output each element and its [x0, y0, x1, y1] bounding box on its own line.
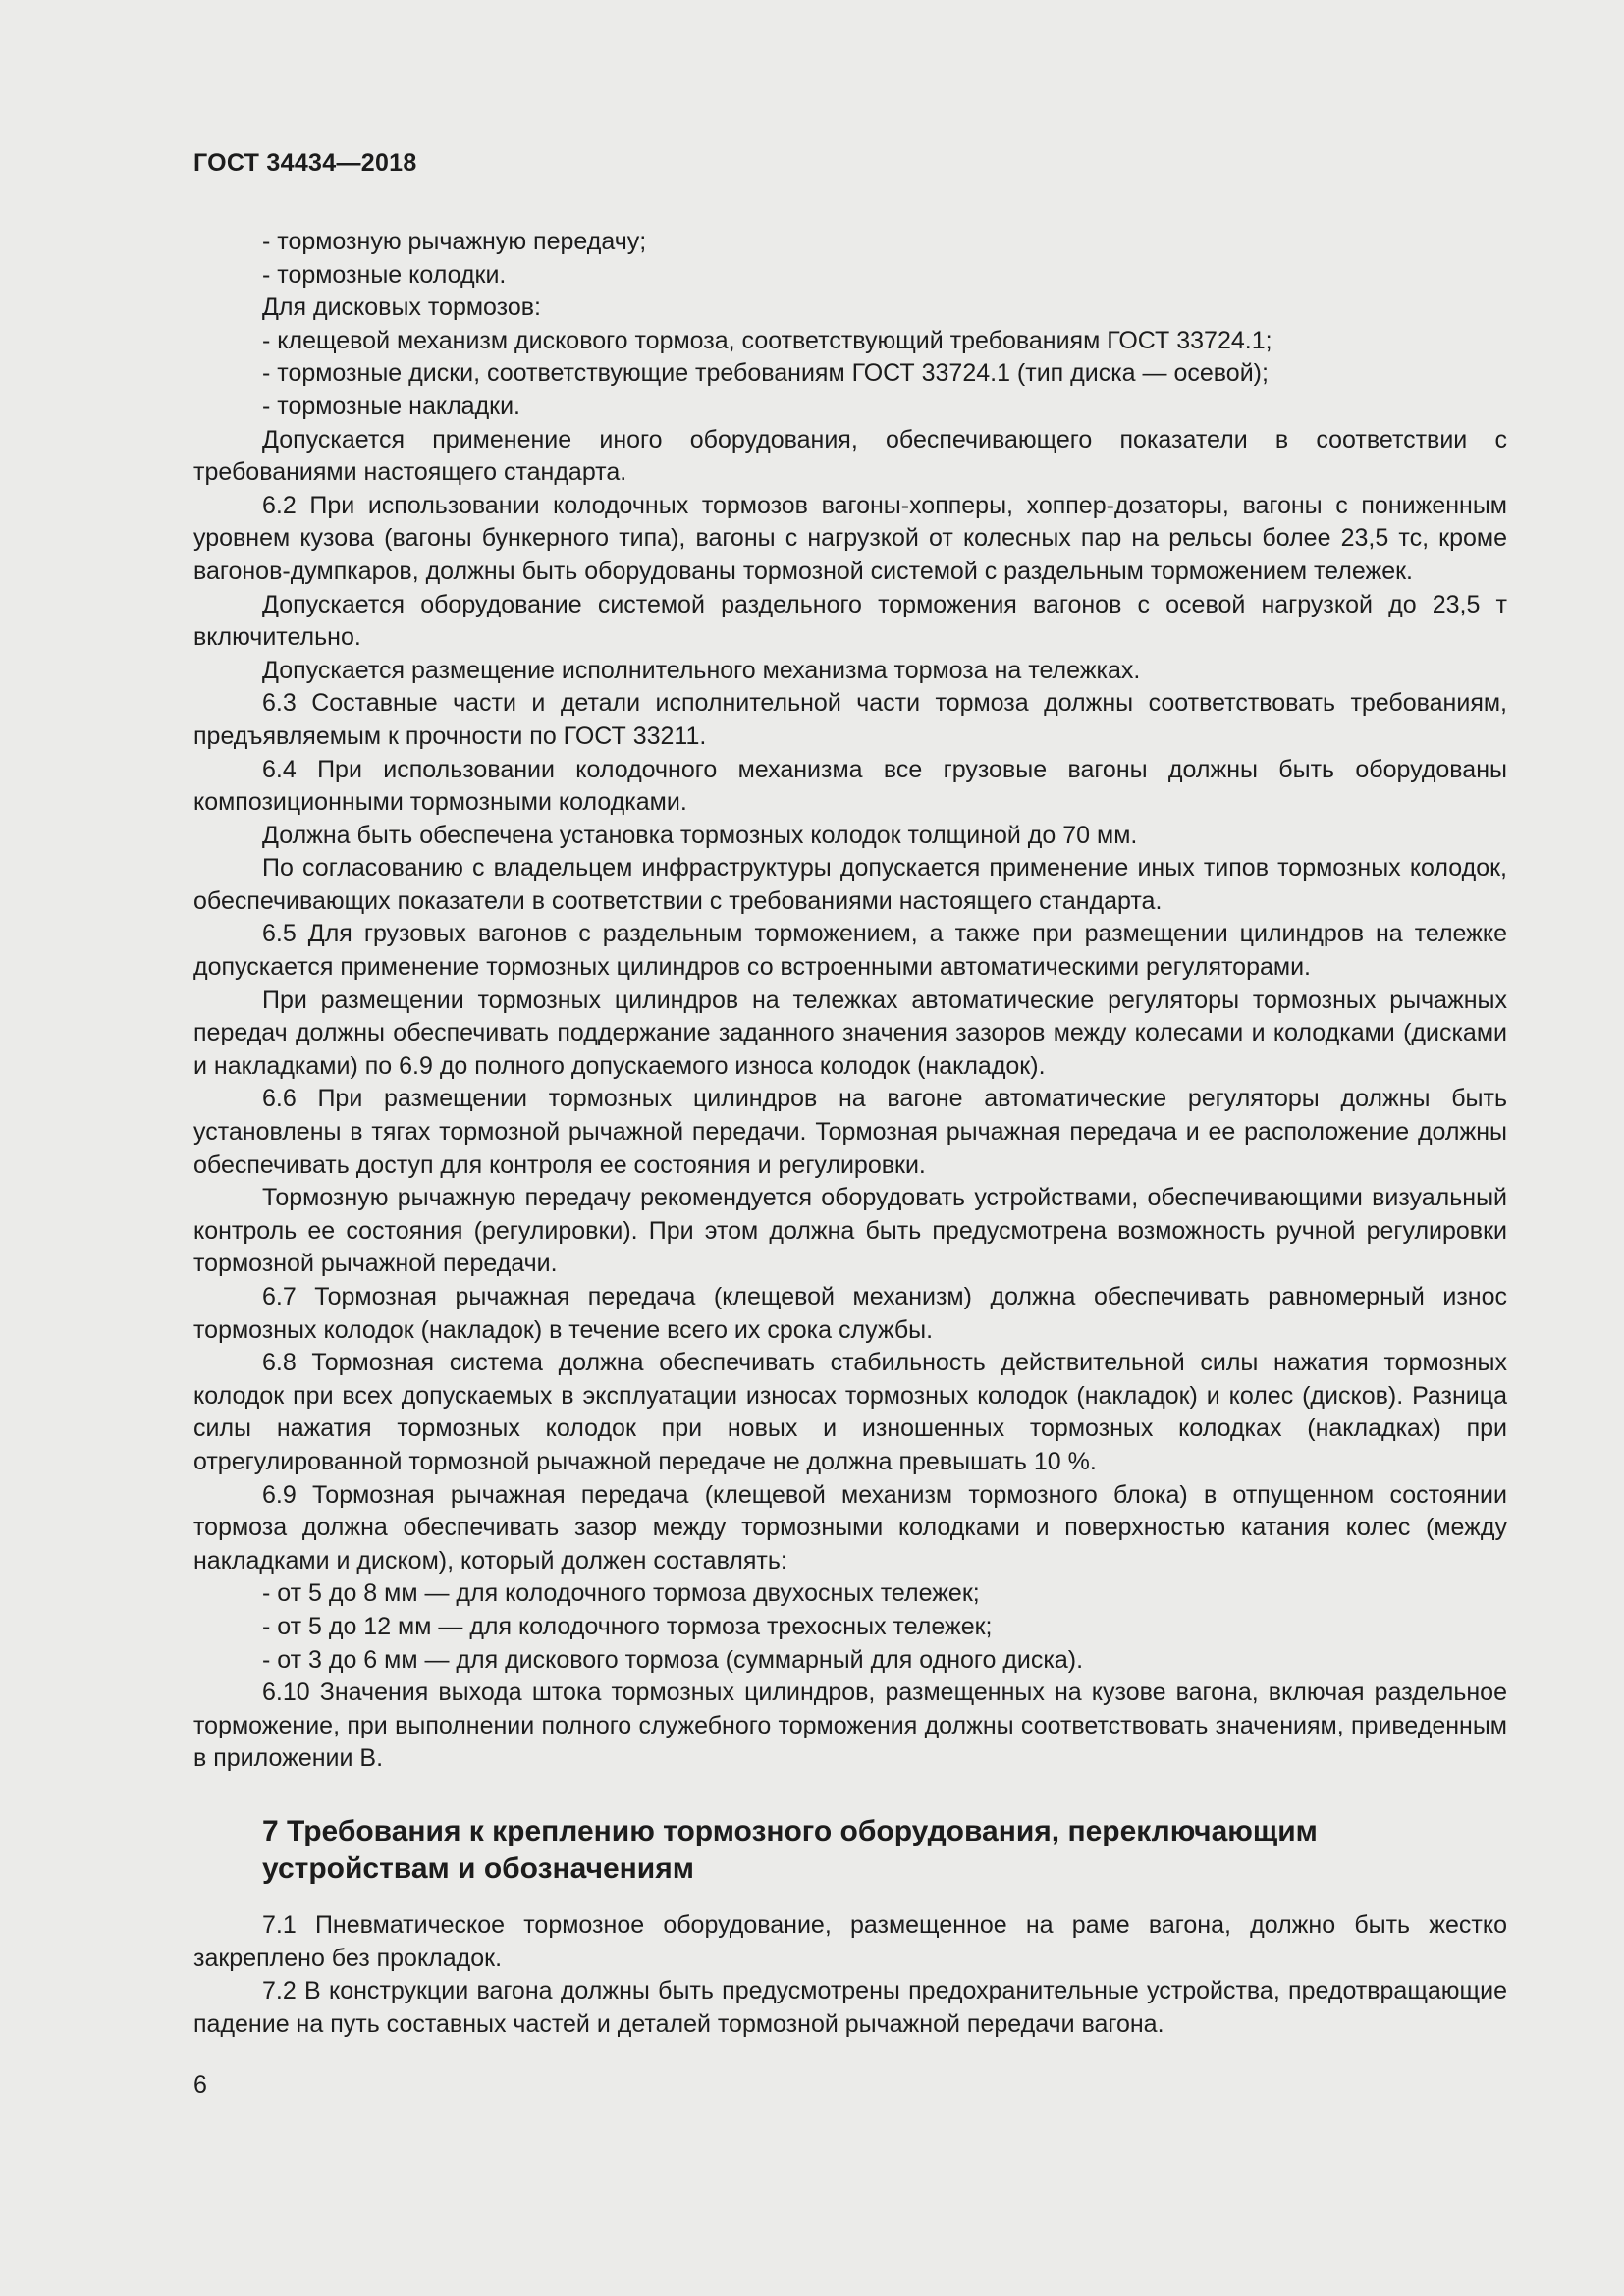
- paragraph: Допускается применение иного оборудования, обеспечивающего показатели в соответствии с требованиями настоящего стандарта.: [193, 425, 1507, 487]
- list-item: - тормозные колодки.: [262, 260, 507, 289]
- section-7-text: [193, 1909, 1507, 2041]
- paragraph: 6.5 Для грузовых вагонов с раздельным торможением, а также при размещении цилиндров на тележке допускается применение тормозных цилиндров со встроенными автоматическими регуляторами.: [193, 920, 1507, 982]
- paragraph: 7.1 Пневматическое тормозное оборудование, размещенное на раме вагона, должно быть жестко закреплено без прокладок.: [193, 1910, 1507, 1972]
- paragraph: Должна быть обеспечена установка тормозных колодок толщиной до 70 мм.: [262, 821, 1138, 849]
- list-item: - клещевой механизм дискового тормоза, соответствующий требованиям ГОСТ 33724.1;: [262, 326, 1272, 354]
- paragraph: 6.7 Тормозная рычажная передача (клещевой механизм) должна обеспечивать равномерный износ тормозных колодок (накладок) в течение всего их срока службы.: [193, 1283, 1507, 1344]
- paragraph: 6.9 Тормозная рычажная передача (клещевой механизм тормозного блока) в отпущенном состоянии тормоза должна обеспечивать зазор между тормозными колодками и поверхностью катания колес (между накладками и диском), который должен составлять:: [193, 1480, 1507, 1575]
- paragraph: 6.10 Значения выхода штока тормозных цилиндров, размещенных на кузове вагона, включая раздельное торможение, при выполнении полного служебного торможения должны соответствовать значениям, приведенным в приложении В.: [193, 1679, 1507, 1773]
- paragraph: 6.4 При использовании колодочного механизма все грузовые вагоны должны быть оборудованы композиционными тормозными колодками.: [193, 755, 1507, 817]
- section-6-text: [193, 226, 1507, 1776]
- paragraph: 6.8 Тормозная система должна обеспечивать стабильность действительной силы нажатия тормозных колодок при всех допускаемых в эксплуатации износах тормозных колодок (накладок) и колес (дисков). Разница силы нажатия тормозных колодок при новых и изношенных тормозных колодках (накладках) при отрегулированной тормозной рычажной передаче не должна превышать 10 %.: [193, 1349, 1507, 1475]
- paragraph: 7.2 В конструкции вагона должны быть предусмотрены предохранительные устройства, предотвращающие падение на путь составных частей и деталей тормозной рычажной передачи вагона.: [193, 1977, 1507, 2038]
- page-number: 6: [193, 2071, 207, 2099]
- list-item: - тормозные диски, соответствующие требованиям ГОСТ 33724.1 (тип диска — осевой);: [262, 359, 1269, 388]
- paragraph: Допускается размещение исполнительного механизма тормоза на тележках.: [262, 656, 1141, 684]
- list-item: - от 5 до 8 мм — для колодочного тормоза двухосных тележек;: [262, 1579, 980, 1608]
- list-item: - от 5 до 12 мм — для колодочного тормоза трехосных тележек;: [262, 1612, 993, 1640]
- list-item: - тормозные накладки.: [262, 392, 521, 420]
- paragraph: При размещении тормозных цилиндров на тележках автоматические регуляторы тормозных рычажных передач должны обеспечивать поддержание заданного значения зазоров между колесами и колодками (дисками и накладками) по 6.9 до полного допускаемого износа колодок (накладок).: [193, 986, 1507, 1080]
- paragraph: По согласованию с владельцем инфраструктуры допускается применение иных типов тормозных колодок, обеспечивающих показатели в соответствии с требованиями настоящего стандарта.: [193, 854, 1507, 915]
- paragraph: 6.2 При использовании колодочных тормозов вагоны-хопперы, хоппер-дозаторы, вагоны с пониженным уровнем кузова (вагоны бункерного типа), вагоны с нагрузкой от колесных пар на рельсы более 23,5 тс, кроме вагонов-думпкаров, должны быть оборудованы тормозной системой с раздельным торможением тележек.: [193, 491, 1507, 585]
- section-7-heading: 7 Требования к креплению тормозного оборудования, переключающим устройствам и обозначениям: [262, 1814, 1318, 1885]
- list-item: - от 3 до 6 мм — для дискового тормоза (суммарный для одного диска).: [262, 1645, 1084, 1674]
- document-body: [193, 226, 1507, 2041]
- paragraph: Тормозную рычажную передачу рекомендуется оборудовать устройствами, обеспечивающими визуальный контроль ее состояния (регулировки). При этом должна быть предусмотрена возможность ручной регулировки тормозной рычажной передачи.: [193, 1184, 1507, 1278]
- paragraph: Допускается оборудование системой раздельного торможения вагонов с осевой нагрузкой до 23,5 т включительно.: [193, 590, 1507, 652]
- paragraph: 6.6 При размещении тормозных цилиндров на вагоне автоматические регуляторы должны быть установлены в тягах тормозной рычажной передачи. Тормозная рычажная передача и ее расположение должны обеспечивать доступ для контроля ее состояния и регулировки.: [193, 1085, 1507, 1179]
- list-item: - тормозную рычажную передачу;: [262, 228, 647, 255]
- document-header: ГОСТ 34434—2018: [193, 149, 417, 177]
- list-item: Для дисковых тормозов:: [262, 294, 541, 322]
- paragraph: 6.3 Составные части и детали исполнительной части тормоза должны соответствовать требованиям, предъявляемым к прочности по ГОСТ 33211.: [193, 689, 1507, 750]
